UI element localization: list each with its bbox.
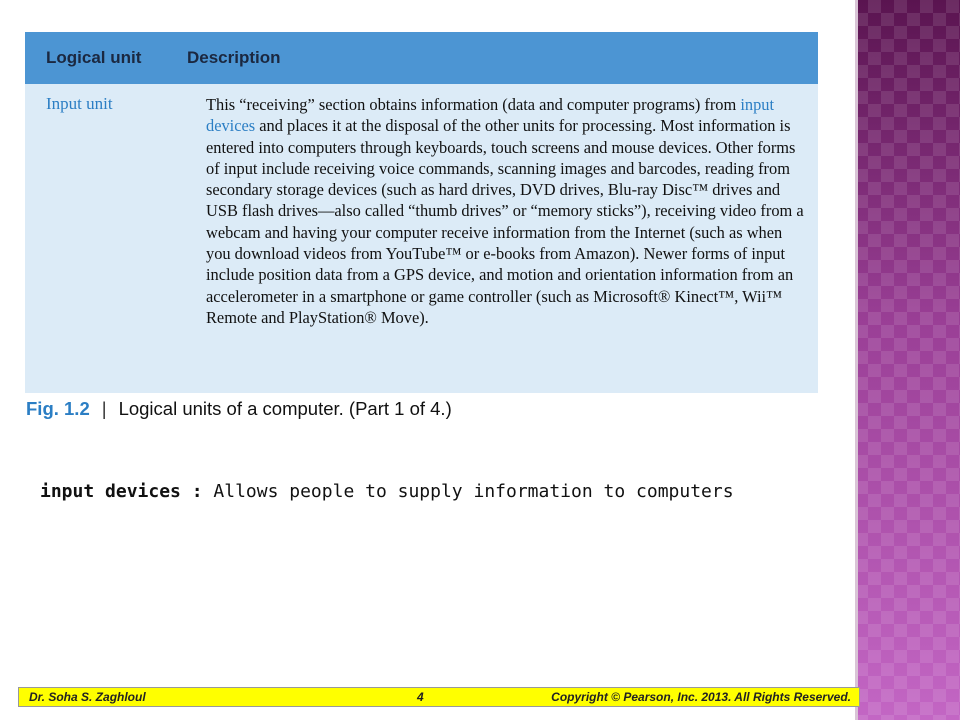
logical-units-table xyxy=(25,32,818,393)
table-header-row xyxy=(25,32,818,84)
description-text-part2: and places it at the disposal of the other units for processing. Most information is entered into computers through keyboards, touch screens and mouse devices. Other forms of input include receiving voice commands, scanning images and barcodes, reading from secondary storage devices (such as hard drives, DVD drives, Blu-ray Disc™ drives and USB flash drives—also called “thumb drives” or “memory sticks”), receiving video from a webcam and having your computer receive information from the Internet (such as when you download videos from YouTube™ or e-books from Amazon). Newer forms of input include position data from a GPS device, and motion and orientation information from an accelerometer in a smartphone or game controller (such as Microsoft® Kinect™, Wii™ Remote and PlayStation® Move). xyxy=(206,116,804,327)
definition-term: input devices : xyxy=(40,481,203,502)
slide-footer xyxy=(18,687,860,707)
description-highlight: input devices xyxy=(206,95,775,136)
figure-caption xyxy=(26,398,452,420)
cell-description xyxy=(206,94,818,328)
footer-author: Dr. Soha S. Zaghloul xyxy=(29,690,146,704)
cell-input-unit: Input unit xyxy=(46,94,113,113)
decorative-side-pattern xyxy=(855,0,960,720)
footer-copyright: Copyright © Pearson, Inc. 2013. All Rights Reserved. xyxy=(551,690,851,704)
table-row xyxy=(25,84,818,328)
description-text-part1: This “receiving” section obtains information (data and computer programs) from xyxy=(206,95,741,114)
header-description: Description xyxy=(187,48,281,67)
input-devices-definition xyxy=(40,481,734,502)
header-logical-unit: Logical unit xyxy=(46,48,142,67)
caption-separator: | xyxy=(101,398,107,419)
definition-text: Allows people to supply information to computers xyxy=(202,481,734,502)
caption-text: Logical units of a computer. (Part 1 of 4.) xyxy=(118,398,452,419)
figure-label: Fig. 1.2 xyxy=(26,398,90,419)
footer-page-number: 4 xyxy=(417,690,424,704)
